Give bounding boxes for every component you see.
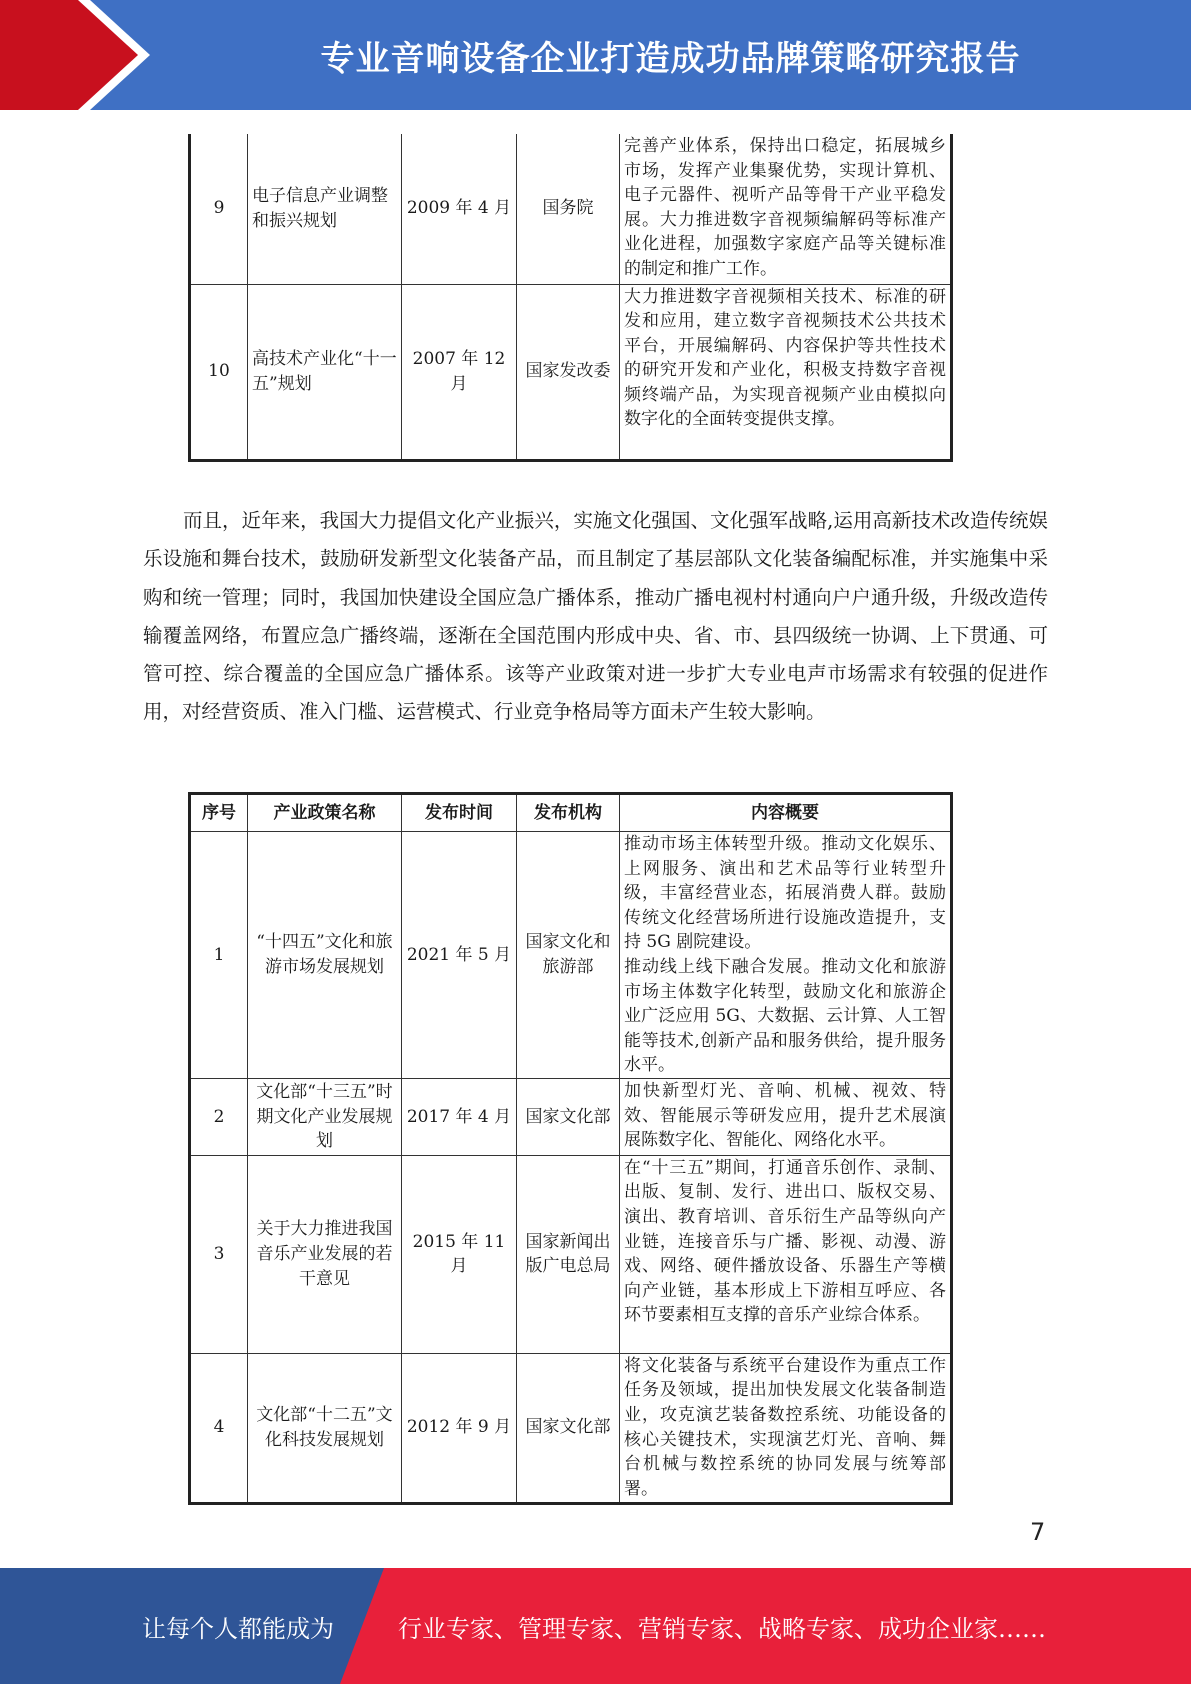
policy-name: 关于大力推进我国音乐产业发展的若干意见 — [248, 1155, 402, 1353]
footer-slogan-lead: 让每个人都能成为 — [142, 1614, 334, 1643]
policy-table — [188, 792, 953, 1505]
row-number: 1 — [190, 832, 248, 1079]
chevron-arrow-icon — [0, 0, 150, 110]
policy-name: 电子信息产业调整和振兴规划 — [248, 134, 402, 284]
table-row — [190, 284, 952, 460]
publishing-org: 国家新闻出版广电总局 — [517, 1155, 620, 1353]
table-row — [190, 1078, 952, 1155]
publish-date: 2021 年 5 月 — [402, 832, 517, 1079]
policy-summary: 在“十三五”期间，打通音乐创作、录制、出版、复制、发行、进出口、版权交易、演出、教育培训、音乐衍生产品等纵向产业链，连接音乐与广播、影视、动漫、游戏、网络、硬件播放设备、乐器生产等横向产业链，基本形成上下游相互呼应、各环节要素相互支撑的音乐产业综合体系。 — [620, 1155, 952, 1353]
publishing-org: 国家文化部 — [517, 1353, 620, 1503]
policy-name: 文化部“十二五”文化科技发展规划 — [248, 1353, 402, 1503]
policy-name: 文化部“十三五”时期文化产业发展规划 — [248, 1078, 402, 1155]
column-header-number: 序号 — [190, 794, 248, 832]
policy-summary: 完善产业体系，保持出口稳定，拓展城乡市场，发挥产业集聚优势，实现计算机、电子元器件、视听产品等骨干产业平稳发展。大力推进数字音视频编解码等标准产业化进程，加强数字家庭产品等关键标准的制定和推广工作。 — [620, 134, 952, 284]
policy-name: 高技术产业化“十一五”规划 — [248, 284, 402, 460]
publish-date: 2007 年 12 月 — [402, 284, 517, 460]
column-header-name: 产业政策名称 — [248, 794, 402, 832]
publishing-org: 国家发改委 — [517, 284, 620, 460]
column-header-date: 发布时间 — [402, 794, 517, 832]
publish-date: 2012 年 9 月 — [402, 1353, 517, 1503]
policy-summary: 加快新型灯光、音响、机械、视效、特效、智能展示等研发应用，提升艺术展演展陈数字化、智能化、网络化水平。 — [620, 1078, 952, 1155]
row-number: 2 — [190, 1078, 248, 1155]
policy-table-continued — [188, 134, 953, 462]
table-row — [190, 134, 952, 284]
page-footer — [0, 1568, 1191, 1684]
publish-date: 2017 年 4 月 — [402, 1078, 517, 1155]
table-row — [190, 1353, 952, 1503]
summary-paragraph: 推动线上线下融合发展。推动文化和旅游市场主体数字化转型，鼓励文化和旅游企业广泛应用 5G、大数据、云计算、人工智能等技术,创新产品和服务供给，提升服务水平。 — [624, 956, 946, 1076]
report-title: 专业音响设备企业打造成功品牌策略研究报告 — [320, 38, 1021, 79]
publishing-org: 国务院 — [517, 134, 620, 284]
row-number: 10 — [190, 284, 248, 460]
policy-name: “十四五”文化和旅游市场发展规划 — [248, 832, 402, 1079]
page-header — [0, 0, 1191, 110]
body-paragraph: 而且，近年来，我国大力提倡文化产业振兴，实施文化强国、文化强军战略,运用高新技术改造传统娱乐设施和舞台技术，鼓励研发新型文化装备产品，而且制定了基层部队文化装备编配标准，并实施集中采购和统一管理；同时，我国加快建设全国应急广播体系，推动广播电视村村通向户户通升级，升级改造传输覆盖网络，布置应急广播终端，逐渐在全国范围内形成中央、省、市、县四级统一协调、上下贯通、可管可控、综合覆盖的全国应急广播体系。该等产业政策对进一步扩大专业电声市场需求有较强的促进作用，对经营资质、准入门槛、运营模式、行业竞争格局等方面未产生较大影响。 — [143, 509, 1048, 724]
footer-slogan-roles: 行业专家、管理专家、营销专家、战略专家、成功企业家…… — [398, 1614, 1046, 1643]
publishing-org: 国家文化部 — [517, 1078, 620, 1155]
publish-date: 2015 年 11 月 — [402, 1155, 517, 1353]
column-header-summary: 内容概要 — [620, 794, 952, 832]
table-header-row — [190, 794, 952, 832]
publishing-org: 国家文化和旅游部 — [517, 832, 620, 1079]
table-row — [190, 1155, 952, 1353]
policy-summary: 将文化装备与系统平台建设作为重点工作任务及领域，提出加快发展文化装备制造业，攻克演艺装备数控系统、功能设备的核心关键技术，实现演艺灯光、音响、舞台机械与数控系统的协同发展与统筹部署。 — [620, 1353, 952, 1503]
page-number: 7 — [1030, 1518, 1046, 1546]
policy-summary — [620, 832, 952, 1079]
table-row — [190, 832, 952, 1079]
summary-paragraph: 推动市场主体转型升级。推动文化娱乐、上网服务、演出和艺术品等行业转型升级，丰富经营业态，拓展消费人群。鼓励传统文化经营场所进行设施改造提升，支持 5G 剧院建设。 — [624, 834, 946, 953]
row-number: 4 — [190, 1353, 248, 1503]
publish-date: 2009 年 4 月 — [402, 134, 517, 284]
policy-summary: 大力推进数字音视频相关技术、标准的研发和应用，建立数字音视频技术公共技术平台，开展编解码、内容保护等共性技术的研究开发和产业化，积极支持数字音视频终端产品，为实现音视频产业由模拟向数字化的全面转变提供支撑。 — [620, 284, 952, 460]
row-number: 3 — [190, 1155, 248, 1353]
column-header-org: 发布机构 — [517, 794, 620, 832]
row-number: 9 — [190, 134, 248, 284]
